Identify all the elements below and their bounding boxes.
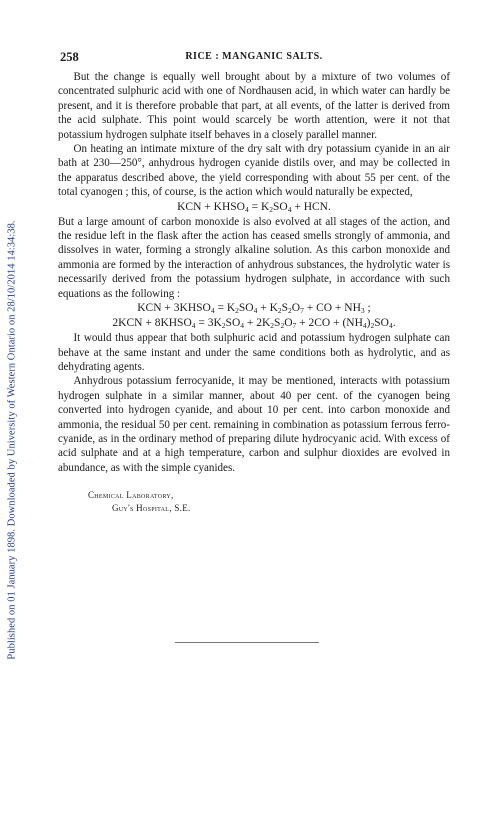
paragraph-5: Anhydrous potassium ferrocyanide, it may be mentioned, interacts with potassium hydrogen sulphate in a similar manner, about 40 per cent. of the cyanogen being converted into hydrogen cyanide, and about 10 per cent. into carbon monoxide and ammonia, the residual 50 per cent. remaining in combination as potassium ferrous ferro-cyanide, as in the ordinary method of preparing dilute hydrocyanic acid. With excess of acid sulphate and at a high temperature, carbon and sulphur dioxides are evolved in abundance, as with the simple cyanides. [58,375,450,474]
equation-1: KCN + $KHSO_4 = K_2SO_4$ + HCN. [177,200,331,214]
subscript: 4 [244,204,249,214]
paragraph-3: But a large amount of carbon monoxide is also evolved at all stages of the action, and the residue left in the flask after the action has ceased smells strongly of ammonia, and dissolves in water, forming a strongly alkaline solution. As this carbon monoxide and ammonia are formed by the interaction of anhydrous substances, the hydrolytic water is necessarily derived from the potassium hydrogen sulphate, in accordance with such equations as the following : [58,215,450,300]
subscript: 2 [221,321,226,331]
provenance-sidebar [0,0,24,815]
paragraph-2: On heating an intimate mixture of the dry salt with dry potassium cyanide in an air bath at 230—250°, anhydrous hydrogen cyanide distils over, and may be collected in the apparatus described above, the yield corresponding with about 55 per cent. of the total cyanogen ; this, of course, is the action which would naturally be expected, [58,143,450,199]
subscript: 4 [362,321,367,331]
page-header [58,50,450,66]
signature-block [58,489,450,514]
subscript: 2 [277,306,282,316]
subscript: 2 [280,321,285,331]
equation-3: $2KCN + 8KHSO_4 = 3K_2SO_4 + 2K_2S_2O_7 + 2CO + (NH_4)_2SO_4$. [112,317,396,331]
subscript: 3 [360,306,365,316]
subscript: 4 [388,321,393,331]
subscript: 7 [300,306,304,316]
signature-laboratory: Chemical Laboratory, [88,490,174,501]
subscript: 2 [270,321,275,331]
subscript: 2 [370,321,375,331]
paragraph-1: But the change is equally well brought about by a mixture of two volumes of concentrated sulphuric acid with one of Nordhausen acid, in which water can hardly be present, and it is therefore probable that part, at all events, of the latter is derived from the acid sulphate. This point would scarcely be worth attention, were it not that potassium hydrogen sulphate itself behaves in a closely parallel manner. [58,71,450,141]
running-head: RICE : MANGANIC SALTS. [185,51,323,62]
end-rule [175,642,319,643]
paragraph-4: It would thus appear that both sulphuric acid and potassium hydrogen sulphate can behave at the same instant and under the same conditions both as hydrolytic, and as dehydrating agents. [58,332,450,373]
article-body [58,70,450,475]
equation-2: KCN + $3KHSO_4 = K_2SO_4 + K_2S_2O_7$ + CO + $NH_3$ ; [137,302,371,316]
subscript: 4 [191,321,196,331]
page-number: 258 [60,50,79,64]
subscript: 7 [292,321,297,331]
subscript: 4 [240,321,244,331]
subscript: 4 [287,204,292,214]
subscript: 2 [269,204,273,214]
provenance-text: Published on 01 January 1898. Downloaded by University of Western Ontario on 28/10/2014 14:34:38. [6,220,18,660]
subscript: 4 [253,306,258,316]
subscript: 2 [235,306,239,316]
subscript: 4 [210,306,215,316]
signature-hospital: Guy's Hospital, S.E. [112,502,191,513]
page [58,50,450,514]
subscript: 2 [288,306,292,316]
